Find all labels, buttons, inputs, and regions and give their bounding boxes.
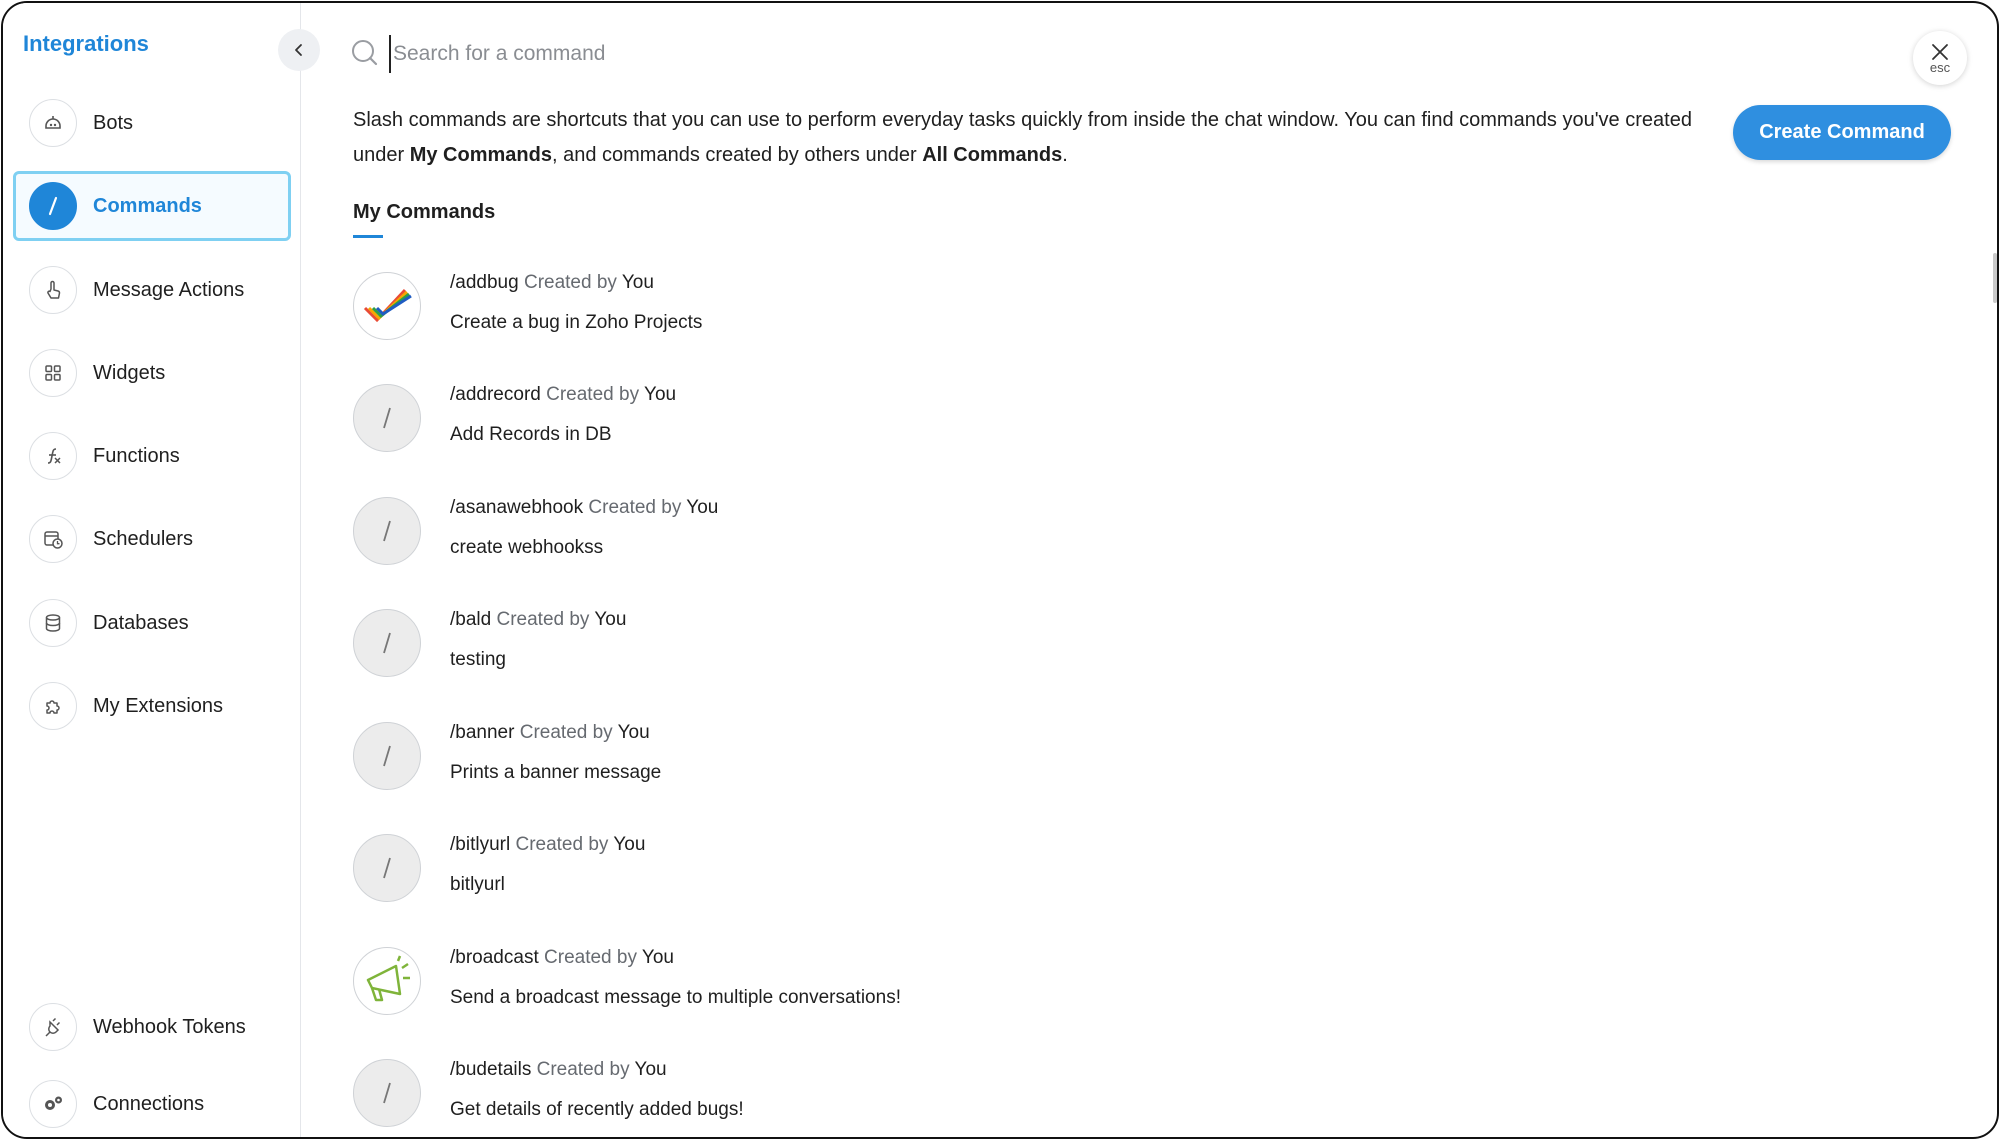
sidebar-item-message-actions[interactable]: [13, 255, 291, 325]
command-name: /broadcast Created by You: [450, 947, 674, 968]
search-icon: [351, 39, 379, 72]
sidebar-item-label: Bots: [93, 111, 134, 134]
sidebar-item-label: Widgets: [93, 361, 166, 384]
slash-icon: [353, 1059, 421, 1127]
command-name: /addbug Created by You: [450, 272, 654, 293]
command-row[interactable]: [353, 834, 1653, 924]
database-icon: [29, 599, 77, 647]
command-description: Prints a banner message: [450, 762, 662, 783]
command-row[interactable]: [353, 947, 1653, 1037]
sidebar-item-label: Connections: [93, 1092, 205, 1115]
command-name: /bald Created by You: [450, 609, 627, 630]
tab-my-commands[interactable]: My Commands: [353, 201, 496, 223]
sidebar-item-bots[interactable]: [13, 88, 291, 158]
sidebar-item-label: Commands: [93, 194, 202, 217]
collapse-sidebar-button[interactable]: [278, 29, 320, 71]
tab-underline: [353, 235, 383, 238]
sidebar-item-connections[interactable]: [13, 1069, 291, 1139]
sidebar-item-databases[interactable]: [13, 588, 291, 658]
sidebar: [3, 3, 301, 1137]
calendar-clock-icon: [29, 515, 77, 563]
command-description: bitlyurl: [450, 874, 505, 895]
esc-hint: esc: [1929, 59, 1951, 75]
sidebar-item-label: Schedulers: [93, 527, 194, 550]
command-description: testing: [450, 649, 506, 670]
function-icon: [29, 432, 77, 480]
slash-icon: [353, 609, 421, 677]
slash-icon: [29, 182, 77, 230]
command-description: Get details of recently added bugs!: [450, 1099, 744, 1120]
scrollbar-thumb[interactable]: [1993, 253, 1997, 303]
command-name: /banner Created by You: [450, 722, 650, 743]
main-panel: [301, 3, 1997, 1137]
sidebar-item-label: My Extensions: [93, 694, 224, 717]
sidebar-title: Integrations: [23, 31, 149, 56]
command-row[interactable]: [353, 609, 1653, 699]
sidebar-item-label: Functions: [93, 444, 180, 467]
puzzle-icon: [29, 682, 77, 730]
command-description: create webhookss: [450, 537, 604, 558]
chevron-left-icon: [292, 43, 306, 57]
sidebar-item-my-extensions[interactable]: [13, 671, 291, 741]
sidebar-item-label: Webhook Tokens: [93, 1015, 246, 1038]
slash-icon: [353, 497, 421, 565]
command-row[interactable]: [353, 272, 1653, 362]
command-name: /addrecord Created by You: [450, 384, 677, 405]
plug-icon: [29, 1003, 77, 1051]
zoho-projects-check-icon: [353, 272, 421, 340]
close-button[interactable]: [1913, 31, 1967, 85]
grid-icon: [29, 349, 77, 397]
create-command-button[interactable]: Create Command: [1733, 105, 1951, 160]
command-description: Send a broadcast message to multiple conversations!: [450, 987, 901, 1008]
sidebar-item-widgets[interactable]: [13, 338, 291, 408]
sidebar-item-commands[interactable]: [13, 171, 291, 241]
sidebar-item-label: Message Actions: [93, 278, 245, 301]
integrations-window: [1, 1, 1999, 1139]
command-row[interactable]: [353, 1059, 1653, 1139]
bot-icon: [29, 99, 77, 147]
command-row[interactable]: [353, 384, 1653, 474]
sidebar-item-label: Databases: [93, 611, 189, 634]
command-name: /bitlyurl Created by You: [450, 834, 646, 855]
commands-description: Slash commands are shortcuts that you can use to perform everyday tasks quickly from inside the chat window. You can find commands you've created under My Commands, and commands created by others under All Commands.: [353, 109, 1692, 166]
search-input[interactable]: [389, 35, 1295, 73]
hand-pointer-icon: [29, 266, 77, 314]
slash-icon: [353, 834, 421, 902]
slash-icon: [353, 384, 421, 452]
close-icon: [1930, 42, 1950, 62]
gears-icon: [29, 1080, 77, 1128]
command-row[interactable]: [353, 497, 1653, 587]
megaphone-icon: [353, 947, 421, 1015]
command-description: Create a bug in Zoho Projects: [450, 312, 703, 333]
sidebar-item-functions[interactable]: [13, 421, 291, 491]
command-name: /asanawebhook Created by You: [450, 497, 719, 518]
command-description: Add Records in DB: [450, 424, 612, 445]
sidebar-item-schedulers[interactable]: [13, 504, 291, 574]
slash-icon: [353, 722, 421, 790]
command-row[interactable]: [353, 722, 1653, 812]
command-name: /budetails Created by You: [450, 1059, 667, 1080]
sidebar-item-webhook-tokens[interactable]: [13, 992, 291, 1062]
